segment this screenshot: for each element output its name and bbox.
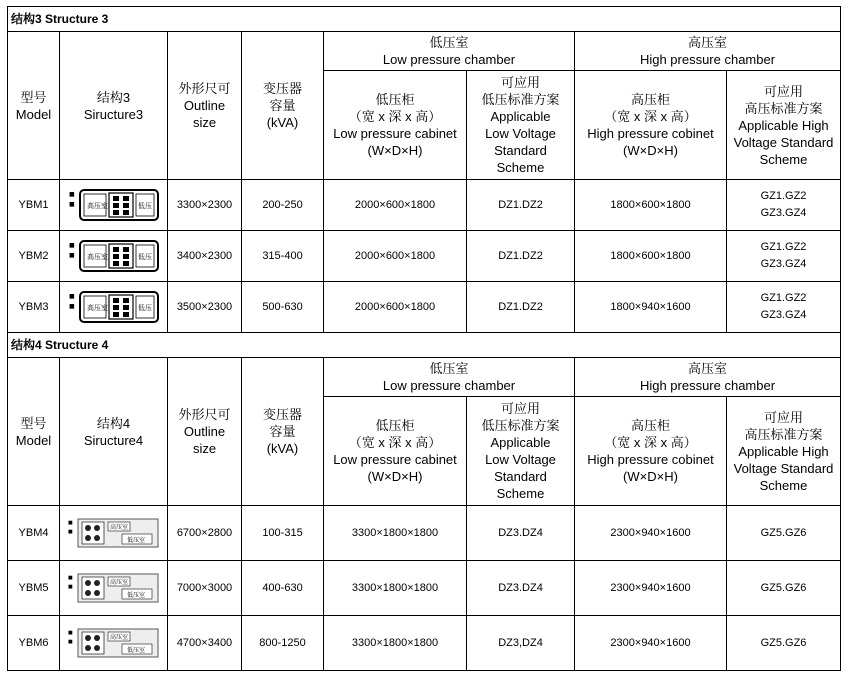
header-line: 型号 <box>20 415 47 431</box>
header-line: Siructure4 <box>83 432 144 448</box>
spec-tables <box>7 6 840 671</box>
layout-thumbnail-icon <box>66 289 162 325</box>
cell-kva: 315-400 <box>242 231 324 282</box>
cell-structure-image <box>60 180 168 231</box>
header-line: 结构4 <box>96 415 131 431</box>
header-line: Low pressure chamber <box>382 378 516 393</box>
svg-text:■: ■ <box>68 201 75 208</box>
header-high-chamber <box>575 32 841 71</box>
header-low-cabinet <box>324 397 467 506</box>
header-line: 高压标准方案 <box>744 426 823 442</box>
header-line: 变压器 <box>262 407 302 422</box>
cell-high-cabinet: 2300×940×1600 <box>575 561 727 616</box>
cell-outline: 4700×3400 <box>168 616 242 671</box>
header-line: GZ5.GZ6 <box>760 636 807 649</box>
header-line: 高压室 <box>687 361 727 376</box>
header-line: size <box>192 115 217 130</box>
cell-high-cabinet: 1800×600×1800 <box>575 231 727 282</box>
header-line: Low Voltage <box>485 126 556 141</box>
header-line: 低压柜 <box>375 92 415 107</box>
header-line: GZ3.GZ4 <box>760 309 807 321</box>
header-outline <box>168 32 242 180</box>
svg-text:高压室: 高压室 <box>86 304 108 312</box>
cell-high-scheme <box>727 616 841 671</box>
header-high-scheme <box>727 71 841 180</box>
cell-low-cabinet: 3300×1800×1800 <box>324 506 467 561</box>
header-line: 可应用 <box>763 409 803 425</box>
svg-text:高压室: 高压室 <box>86 253 108 261</box>
header-high-cabinet <box>575 397 727 506</box>
header-line: 低压室 <box>429 35 469 50</box>
header-line: High pressure cobinet <box>587 452 714 467</box>
table-row <box>8 231 841 282</box>
cell-low-cabinet: 2000×600×1800 <box>324 231 467 282</box>
cell-low-scheme: DZ3.DZ4 <box>467 561 575 616</box>
cell-structure-image <box>60 282 168 333</box>
header-line: GZ1.GZ2 <box>760 241 807 253</box>
header-line: Scheme <box>496 486 545 501</box>
cell-high-cabinet: 1800×600×1800 <box>575 180 727 231</box>
section-title: 结构3 Structure 3 <box>8 7 841 32</box>
header-line: 结构3 <box>96 89 131 105</box>
header-line: Standard <box>494 143 547 158</box>
header-line: Scheme <box>759 477 808 493</box>
header-line: (W×D×H) <box>367 143 423 158</box>
header-line: 低压标准方案 <box>481 92 560 107</box>
cell-structure-image <box>60 561 168 616</box>
header-line: GZ1.GZ2 <box>760 292 807 304</box>
header-line: Low Voltage <box>485 452 556 467</box>
svg-text:■: ■ <box>68 252 75 259</box>
header-low-chamber <box>324 32 575 71</box>
svg-text:低压室: 低压室 <box>126 592 145 599</box>
cell-high-cabinet: 2300×940×1600 <box>575 506 727 561</box>
header-high-scheme <box>727 397 841 506</box>
header-line: 外形尺可 <box>178 81 231 96</box>
header-line: （宽 x 深 x 高） <box>348 435 442 450</box>
svg-text:■: ■ <box>67 584 73 590</box>
header-line: Low pressure chamber <box>382 52 516 67</box>
table-row <box>8 282 841 333</box>
cell-high-scheme <box>727 561 841 616</box>
cell-structure-image <box>60 506 168 561</box>
cell-structure-image <box>60 231 168 282</box>
layout-thumbnail-icon <box>66 238 162 274</box>
header-low-chamber <box>324 358 575 397</box>
header-model <box>8 32 60 180</box>
header-line: Model <box>15 432 52 448</box>
header-line: GZ3.GZ4 <box>760 258 807 270</box>
cell-model: YBM1 <box>8 180 60 231</box>
header-row <box>8 32 841 71</box>
svg-text:■: ■ <box>67 639 73 645</box>
cell-high-scheme <box>727 180 841 231</box>
svg-text:■: ■ <box>67 575 73 581</box>
header-line: Outline <box>183 424 226 439</box>
svg-text:高压室: 高压室 <box>109 524 128 531</box>
cell-kva: 100-315 <box>242 506 324 561</box>
cell-low-cabinet: 2000×600×1800 <box>324 180 467 231</box>
header-model <box>8 358 60 506</box>
cell-outline: 3500×2300 <box>168 282 242 333</box>
cell-high-scheme <box>727 282 841 333</box>
cell-kva: 500-630 <box>242 282 324 333</box>
cell-low-scheme: DZ1.DZ2 <box>467 180 575 231</box>
header-transformer <box>242 358 324 506</box>
header-line: (W×D×H) <box>623 143 678 158</box>
cell-low-cabinet: 3300×1800×1800 <box>324 616 467 671</box>
header-line: Scheme <box>496 160 545 175</box>
header-line: 高压室 <box>687 35 727 50</box>
spec-table <box>7 6 841 671</box>
header-line: High pressure chamber <box>639 378 776 393</box>
cell-high-scheme <box>727 506 841 561</box>
svg-text:■: ■ <box>67 529 73 535</box>
header-line: (W×D×H) <box>623 469 678 484</box>
svg-text:■: ■ <box>67 520 73 526</box>
header-line: GZ3.GZ4 <box>760 207 807 219</box>
svg-text:高压室: 高压室 <box>109 579 128 586</box>
section-title-row <box>8 333 841 358</box>
header-line: Scheme <box>759 151 808 167</box>
header-outline <box>168 358 242 506</box>
cell-structure-image <box>60 616 168 671</box>
header-line: GZ1.GZ2 <box>760 190 807 202</box>
table-row <box>8 616 841 671</box>
header-line: （宽 x 深 x 高） <box>604 109 697 124</box>
header-line: Applicable <box>490 109 551 124</box>
cell-low-scheme: DZ3.DZ4 <box>467 506 575 561</box>
header-low-cabinet <box>324 71 467 180</box>
header-line: 低压柜 <box>375 418 415 433</box>
cell-high-cabinet: 1800×940×1600 <box>575 282 727 333</box>
section-title: 结构4 Structure 4 <box>8 333 841 358</box>
cell-high-cabinet: 2300×940×1600 <box>575 616 727 671</box>
cell-low-scheme: DZ1.DZ2 <box>467 282 575 333</box>
svg-text:低压室: 低压室 <box>126 647 145 654</box>
cell-model: YBM5 <box>8 561 60 616</box>
layout-thumbnail-icon <box>66 515 162 551</box>
header-structure <box>60 358 168 506</box>
table-row <box>8 180 841 231</box>
header-line: (W×D×H) <box>367 469 423 484</box>
table-row <box>8 506 841 561</box>
header-line: 低压标准方案 <box>481 418 560 433</box>
layout-thumbnail-icon <box>66 187 162 223</box>
header-line: 可应用 <box>500 75 540 90</box>
header-line: 高压柜 <box>630 92 670 107</box>
header-line: Low pressure cabinet <box>333 126 457 141</box>
cell-kva: 400-630 <box>242 561 324 616</box>
header-line: 变压器 <box>262 81 302 96</box>
header-line: （宽 x 深 x 高） <box>348 109 442 124</box>
header-line: 型号 <box>20 89 47 105</box>
cell-kva: 800-1250 <box>242 616 324 671</box>
cell-outline: 7000×3000 <box>168 561 242 616</box>
cell-low-cabinet: 2000×600×1800 <box>324 282 467 333</box>
cell-kva: 200-250 <box>242 180 324 231</box>
header-row <box>8 358 841 397</box>
layout-thumbnail-icon <box>66 570 162 606</box>
header-line: size <box>192 441 217 456</box>
svg-text:低压: 低压 <box>137 253 152 261</box>
cell-model: YBM6 <box>8 616 60 671</box>
header-line: 可应用 <box>763 83 803 99</box>
header-transformer <box>242 32 324 180</box>
header-line: GZ5.GZ6 <box>760 581 807 594</box>
header-low-scheme <box>467 71 575 180</box>
header-line: （宽 x 深 x 高） <box>604 435 697 450</box>
header-line: Low pressure cabinet <box>333 452 457 467</box>
cell-model: YBM3 <box>8 282 60 333</box>
cell-outline: 3400×2300 <box>168 231 242 282</box>
header-line: 高压柜 <box>630 418 670 433</box>
svg-text:高压室: 高压室 <box>109 634 128 641</box>
cell-high-scheme <box>727 231 841 282</box>
cell-outline: 6700×2800 <box>168 506 242 561</box>
cell-low-scheme: DZ3,DZ4 <box>467 616 575 671</box>
header-high-chamber <box>575 358 841 397</box>
header-line: High pressure cobinet <box>587 126 714 141</box>
header-line: Siructure3 <box>83 106 144 122</box>
header-line: 容量 <box>269 98 296 113</box>
svg-text:■: ■ <box>68 242 75 249</box>
svg-text:■: ■ <box>68 191 75 198</box>
header-line: 外形尺可 <box>178 407 231 422</box>
svg-text:■: ■ <box>68 303 75 310</box>
cell-model: YBM2 <box>8 231 60 282</box>
table-row <box>8 561 841 616</box>
cell-model: YBM4 <box>8 506 60 561</box>
header-line: Voltage Standard <box>733 134 834 150</box>
section-title-row <box>8 7 841 32</box>
layout-thumbnail-icon <box>66 625 162 661</box>
header-line: Voltage Standard <box>733 460 834 476</box>
header-high-cabinet <box>575 71 727 180</box>
cell-outline: 3300×2300 <box>168 180 242 231</box>
header-line: High pressure chamber <box>639 52 776 67</box>
header-structure <box>60 32 168 180</box>
header-line: Applicable High <box>738 117 829 133</box>
cell-low-scheme: DZ1.DZ2 <box>467 231 575 282</box>
svg-text:高压室: 高压室 <box>86 202 108 210</box>
header-line: (kVA) <box>266 441 299 456</box>
svg-text:低压: 低压 <box>137 304 152 312</box>
header-line: 容量 <box>269 424 296 439</box>
header-line: Applicable <box>490 435 551 450</box>
svg-text:■: ■ <box>68 293 75 300</box>
header-line: (kVA) <box>266 115 299 130</box>
header-line: Applicable High <box>738 443 829 459</box>
cell-low-cabinet: 3300×1800×1800 <box>324 561 467 616</box>
header-line: 可应用 <box>500 401 540 416</box>
header-low-scheme <box>467 397 575 506</box>
header-line: Outline <box>183 98 226 113</box>
header-line: Model <box>15 106 52 122</box>
svg-text:低压室: 低压室 <box>126 537 145 544</box>
header-line: 低压室 <box>429 361 469 376</box>
header-line: GZ5.GZ6 <box>760 526 807 539</box>
svg-text:低压: 低压 <box>137 202 152 210</box>
header-line: 高压标准方案 <box>744 100 823 116</box>
svg-text:■: ■ <box>67 630 73 636</box>
header-line: Standard <box>494 469 547 484</box>
